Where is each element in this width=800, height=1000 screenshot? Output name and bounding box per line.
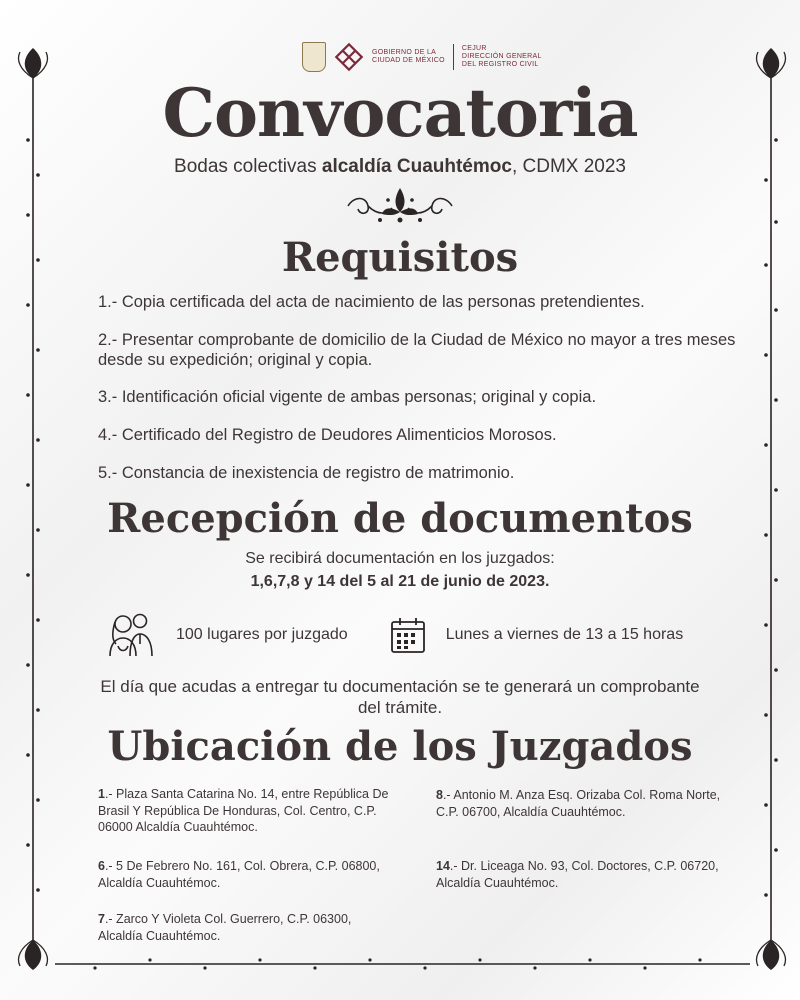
gov-logo-text: GOBIERNO DE LA CIUDAD DE MÉXICO	[372, 49, 445, 64]
city-shield-logo	[302, 42, 326, 72]
juzgado-1-address: 1.- Plaza Santa Catarina No. 14, entre República De Brasil Y República De Honduras, Col. Centro, C.P. 06000 Alcaldía Cuauhtémoc.	[98, 787, 389, 834]
places-info: 100 lugares por juzgado	[106, 612, 348, 658]
subtitle: Bodas colectivas alcaldía Cuauhtémoc, CDMX 2023	[174, 156, 626, 177]
juzgado-7-address: 7.- Zarco Y Violeta Col. Guerrero, C.P. 06300, Alcaldía Cuauhtémoc.	[98, 912, 352, 943]
cdmx-logo	[334, 42, 364, 72]
logo-divider	[453, 44, 454, 70]
hours-info: Lunes a viernes de 13 a 15 horas	[390, 616, 684, 654]
recepcion-intro: Se recibirá documentación en los juzgados:	[245, 550, 555, 567]
juzgado-8-address: 8.- Antonio M. Anza Esq. Orizaba Col. Roma Norte, C.P. 06700, Alcaldía Cuauhtémoc.	[436, 788, 721, 819]
requisitos-list	[98, 292, 738, 501]
ubicacion-heading: Ubicación de los Juzgados	[107, 723, 693, 770]
list-item: 1.- Copia certificada del acta de nacimiento de las personas pretendientes.	[98, 293, 645, 311]
recepcion-info-row	[106, 610, 683, 660]
receipt-note: El día que acudas a entregar tu documentación se te generará un comprobante del trámite.	[100, 677, 700, 717]
floral-ornament-icon	[340, 184, 460, 228]
recepcion-dates: 1,6,7,8 y 14 del 5 al 21 de junio de 2023.	[250, 573, 550, 590]
list-item: 5.- Constancia de inexistencia de registro de matrimonio.	[98, 464, 515, 482]
header-logos	[302, 40, 542, 74]
calendar-icon	[390, 616, 426, 654]
couple-icon	[106, 612, 156, 658]
list-item: 2.- Presentar comprobante de domicilio de la Ciudad de México no mayor a tres meses desde su expedición; original y copia.	[98, 331, 736, 369]
list-item: 3.- Identificación oficial vigente de ambas personas; original y copia.	[98, 388, 597, 406]
requisitos-heading: Requisitos	[281, 234, 519, 281]
list-item: 4.- Certificado del Registro de Deudores Alimenticios Morosos.	[98, 426, 557, 444]
org-logo-text: CEJUR DIRECCIÓN GENERAL DEL REGISTRO CIVIL	[461, 45, 542, 68]
page-title: Convocatoria	[162, 74, 638, 152]
juzgado-6-address: 6.- 5 De Febrero No. 161, Col. Obrera, C.P. 06800, Alcaldía Cuauhtémoc.	[98, 859, 380, 890]
juzgado-14-address: 14.- Dr. Liceaga No. 93, Col. Doctores, C.P. 06720, Alcaldía Cuauhtémoc.	[436, 859, 719, 890]
recepcion-heading: Recepción de documentos	[107, 495, 693, 542]
